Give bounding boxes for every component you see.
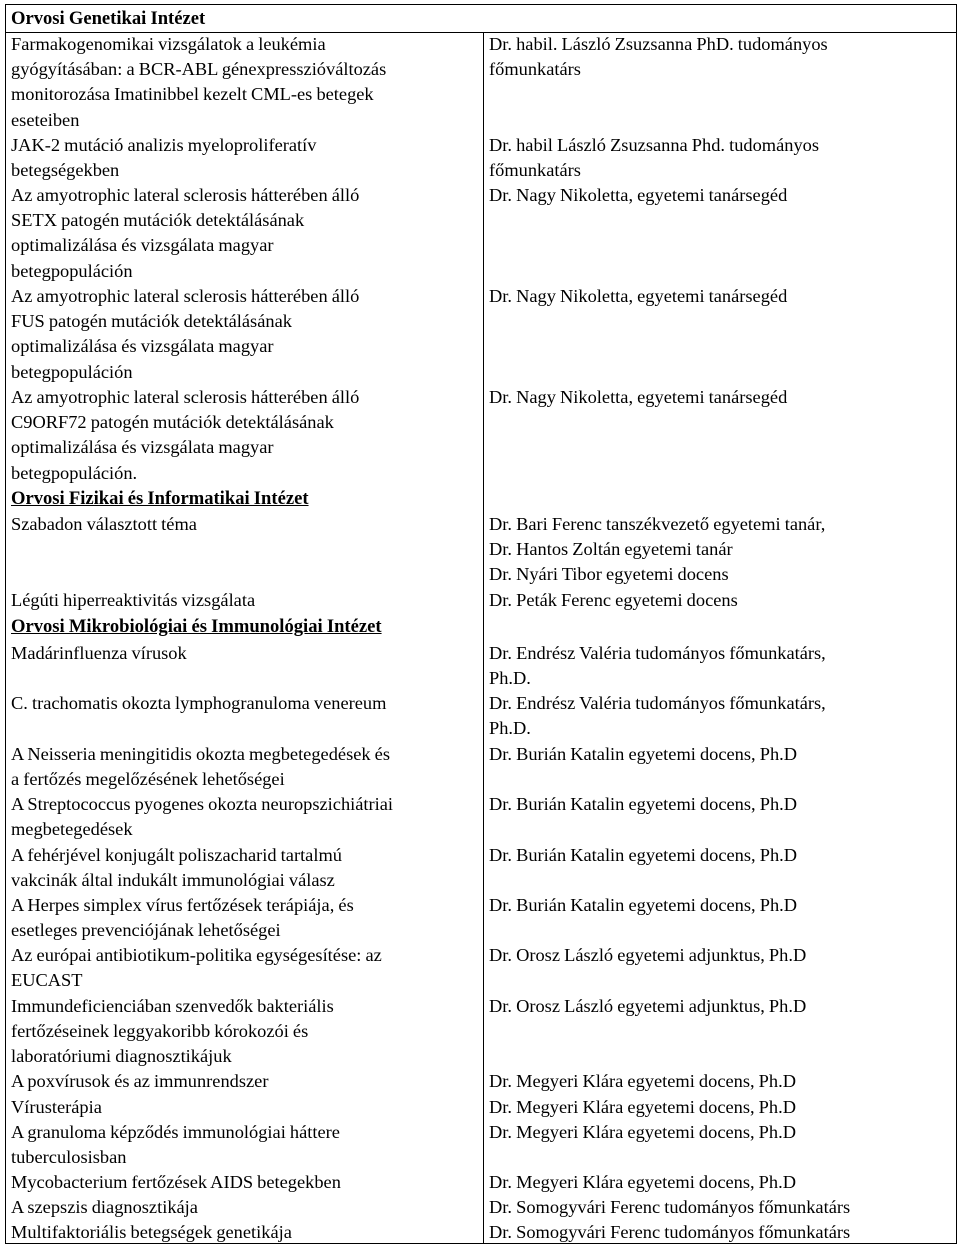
supervisor-cell: Dr. Endrész Valéria tudományos főmunkatárs, Ph.D. [489,693,826,739]
supervisor-cell: Dr. Megyeri Klára egyetemi docens, Ph.D [489,1071,796,1091]
supervisor-cell: Dr. habil László Zsuzsanna Phd. tudományos főmunkatárs [489,135,820,181]
topic-cell: A szepszis diagnosztikája [11,1197,198,1217]
topic-cell: Multifaktoriális betegségek genetikája [11,1222,292,1242]
topic-cell: Szabadon választott téma [11,514,197,534]
supervisor-cell: Dr. Nagy Nikoletta, egyetemi tanársegéd [489,387,788,407]
supervisor-cell: Dr. Orosz László egyetemi adjunktus, Ph.D [489,945,807,965]
supervisor-cell: Dr. Burián Katalin egyetemi docens, Ph.D [489,845,798,865]
supervisor-cell: Dr. Burián Katalin egyetemi docens, Ph.D [489,895,798,915]
topic-cell: A poxvírusok és az immunrendszer [11,1071,269,1091]
topic-cell: Farmakogenomikai vizsgálatok a leukémia gyógyításában: a BCR-ABL génexpresszióváltozás monitorozása Imatinibbel kezelt CML-es betegek eseteiben [11,34,387,130]
supervisor-cell: Dr. habil. László Zsuzsanna PhD. tudományos főmunkatárs [489,34,828,80]
supervisor-cell: Dr. Peták Ferenc egyetemi docens [489,590,738,610]
topic-cell: JAK-2 mutáció analizis myeloproliferatív betegségekben [11,135,317,181]
column-divider [483,33,484,1243]
section-title-genetics: Orvosi Genetikai Intézet [11,8,206,29]
supervisor-cell: Dr. Megyeri Klára egyetemi docens, Ph.D [489,1122,796,1142]
supervisor-cell: Dr. Nagy Nikoletta, egyetemi tanársegéd [489,286,788,306]
section-title-physics-informatics: Orvosi Fizikai és Informatikai Intézet [11,488,309,509]
topic-cell: Az amyotrophic lateral sclerosis hátterében álló FUS patogén mutációk detektálásának optimalizálása és vizsgálata magyar betegpopuláción [11,286,360,382]
supervisor-cell: Dr. Burián Katalin egyetemi docens, Ph.D [489,744,798,764]
supervisor-cell: Dr. Nagy Nikoletta, egyetemi tanársegéd [489,185,788,205]
topic-cell: A fehérjével konjugált poliszacharid tartalmú vakcinák által indukált immunológiai válasz [11,845,342,891]
supervisor-cell: Dr. Megyeri Klára egyetemi docens, Ph.D [489,1097,796,1117]
topics-table [5,4,957,1244]
topic-cell: Az amyotrophic lateral sclerosis hátterében álló SETX patogén mutációk detektálásának optimalizálása és vizsgálata magyar betegpopuláción [11,185,360,281]
topic-cell: A Herpes simplex vírus fertőzések terápiája, és esetleges prevenciójának lehetőségei [11,895,354,941]
supervisor-cell: Dr. Orosz László egyetemi adjunktus, Ph.D [489,996,807,1016]
topic-cell: Légúti hiperreaktivitás vizsgálata [11,590,256,610]
topic-cell: Mycobacterium fertőzések AIDS betegekben [11,1172,341,1192]
topic-cell: Az amyotrophic lateral sclerosis hátterében álló C9ORF72 patogén mutációk detektálásának optimalizálása és vizsgálata magyar betegpopuláción. [11,387,360,483]
topic-cell: Az európai antibiotikum-politika egységesítése: az EUCAST [11,945,382,991]
topic-cell: A granuloma képződés immunológiai háttere tuberculosisban [11,1122,340,1168]
supervisor-cell: Dr. Somogyvári Ferenc tudományos főmunkatárs [489,1222,851,1242]
topic-cell: A Streptococcus pyogenes okozta neuropszichiátriai megbetegedések [11,794,394,840]
topic-cell: Madárinfluenza vírusok [11,643,187,663]
supervisor-cell: Dr. Megyeri Klára egyetemi docens, Ph.D [489,1172,796,1192]
supervisor-cell: Dr. Burián Katalin egyetemi docens, Ph.D [489,794,798,814]
topic-cell: A Neisseria meningitidis okozta megbetegedések és a fertőzés megelőzésének lehetőségei [11,744,390,790]
topic-cell: Vírusterápia [11,1097,102,1117]
supervisor-cell: Dr. Bari Ferenc tanszékvezető egyetemi tanár, Dr. Hantos Zoltán egyetemi tanár Dr. Nyári Tibor egyetemi docens [489,514,826,585]
topic-cell: Immundeficienciában szenvedők bakteriális fertőzéseinek leggyakoribb kórokozói és laboratóriumi diagnosztikájuk [11,996,334,1067]
supervisor-cell: Dr. Somogyvári Ferenc tudományos főmunkatárs [489,1197,851,1217]
section-title-microbiology-immunology: Orvosi Mikrobiológiai és Immunológiai Intézet [11,616,382,637]
topic-cell: C. trachomatis okozta lymphogranuloma venereum [11,693,387,713]
supervisor-cell: Dr. Endrész Valéria tudományos főmunkatárs, Ph.D. [489,643,826,689]
